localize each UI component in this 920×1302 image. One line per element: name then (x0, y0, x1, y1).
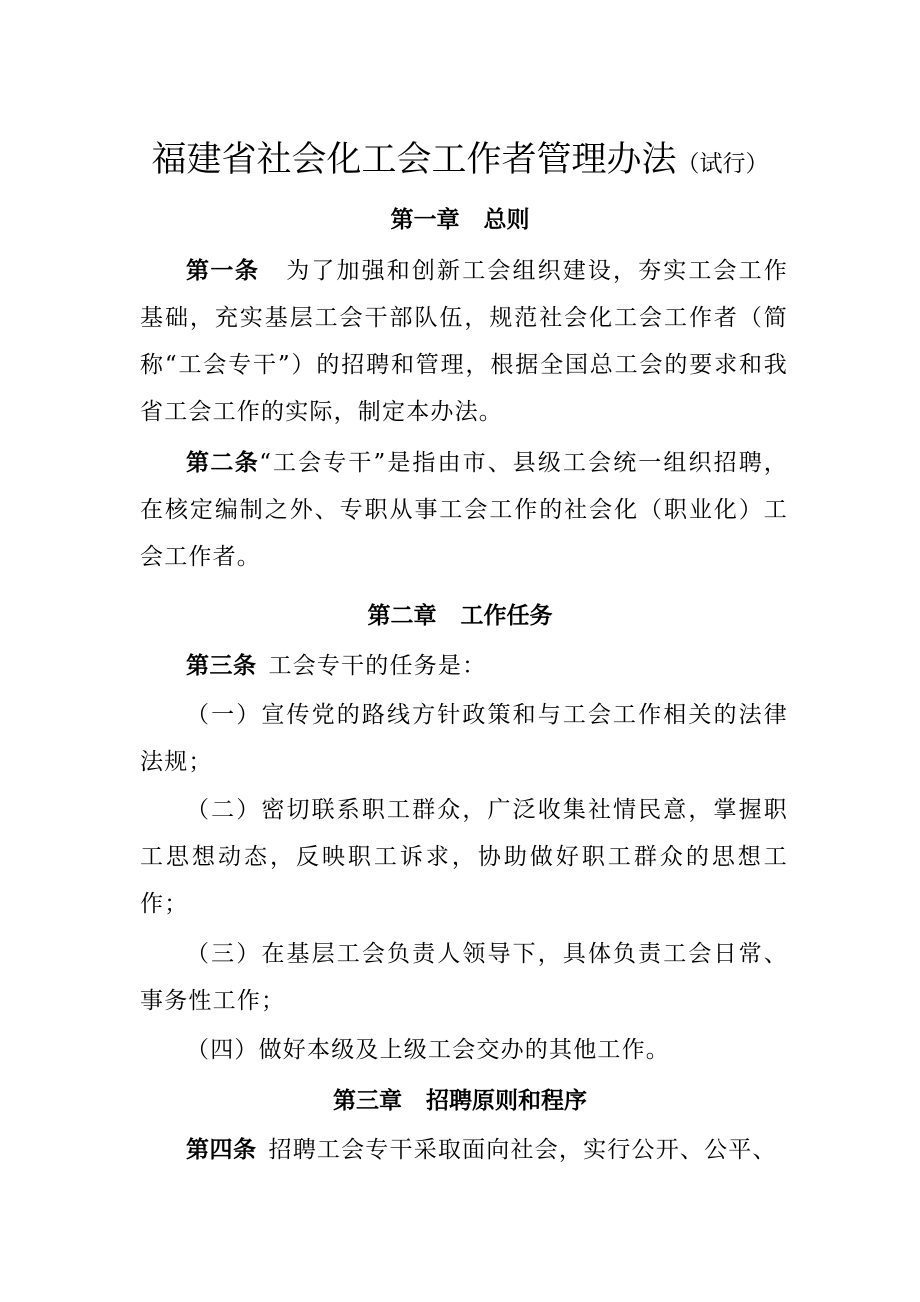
chapter-1-number: 第一章 (390, 207, 460, 233)
title-suffix: （试行） (676, 151, 769, 177)
list-item: （二）密切联系职工群众，广泛收集社情民意，掌握职工思想动态，反映职工诉求，协助做好职工群众的思想工作； (140, 797, 788, 917)
article-4 (140, 1127, 788, 1174)
chapter-1-name: 总则 (483, 207, 530, 233)
list-item: （三）在基层工会负责人领导下，具体负责工会日常、事务性工作； (140, 941, 788, 1014)
article-4-label: 第四条 (186, 1137, 257, 1163)
article-4-text: 招聘工会专干采取面向社会，实行公开、公平、 (268, 1137, 777, 1163)
article-3-label: 第三条 (186, 653, 257, 679)
list-item: （一）宣传党的路线方针政策和与工会工作相关的法律法规； (140, 702, 788, 775)
chapter-2-number: 第二章 (367, 603, 437, 629)
title-main: 福建省社会化工会工作者管理办法 (151, 140, 677, 180)
chapter-3-name: 招聘原则和程序 (426, 1088, 587, 1114)
chapter-2-heading (0, 593, 920, 639)
article-2 (140, 440, 788, 581)
chapter-3-heading (0, 1078, 920, 1124)
article-2-text: “工会专干”是指由市、县级工会统一组织招聘，在核定编制之外、专职从事工会工作的社会化（职业化）工会工作者。 (140, 450, 789, 570)
article-1-text: 为了加强和创新工会组织建设，夯实工会工作基础，充实基层工会干部队伍，规范社会化工会工作者（简称“工会专干”）的招聘和管理，根据全国总工会的要求和我省工会工作的实际，制定本办法。 (140, 258, 789, 425)
article-1-label: 第一条 (186, 258, 260, 284)
article-2-label: 第二条 (186, 450, 260, 476)
document-title (0, 134, 920, 190)
article-3 (140, 643, 788, 690)
article-3-text: 工会专干的任务是： (268, 653, 487, 679)
article-1 (140, 248, 788, 436)
list-item: （四）做好本级及上级工会交办的其他工作。 (186, 1037, 670, 1063)
chapter-1-heading (0, 197, 920, 243)
chapter-2-name: 工作任务 (460, 603, 553, 629)
chapter-3-number: 第三章 (333, 1088, 402, 1114)
